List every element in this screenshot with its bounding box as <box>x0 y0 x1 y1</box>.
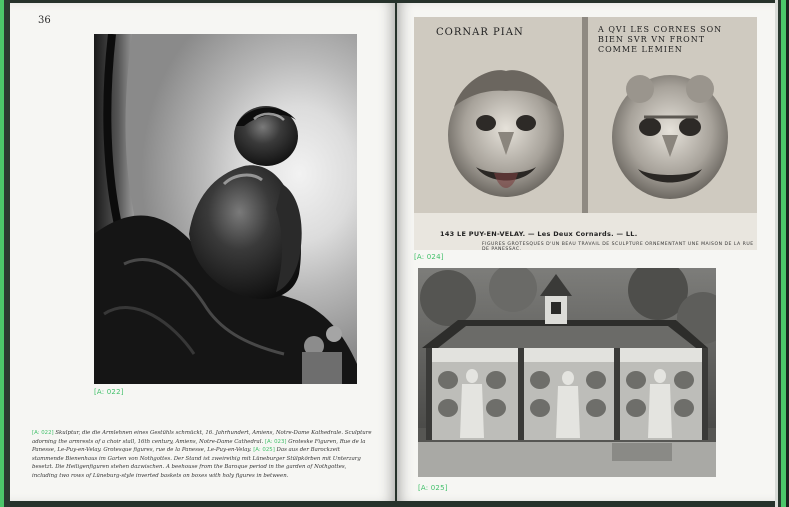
caption-text-023: Groteske Figuren, Rue de la Panesse, Le-Puy-en-Velay. Grotesque figures, rue de la Panesse, Le-Puy-en-Velay. <box>32 438 366 454</box>
beehouse-photo <box>418 268 716 477</box>
left-book-edge <box>0 0 10 507</box>
caption-ref-025: [A: 025] <box>253 447 275 454</box>
caption-block <box>32 429 372 481</box>
grotesque-heads-photo <box>414 17 757 250</box>
left-page <box>10 3 395 501</box>
beehouse-illustration <box>418 268 716 477</box>
page-number: 36 <box>38 15 51 26</box>
postcard-title: 143 LE PUY-EN-VELAY. — Les Deux Cornards. — LL. <box>440 230 638 238</box>
sign-right-line-3: COMME LEMIEN <box>598 45 683 54</box>
postcard-subtitle: FIGURES GROTESQUES D'UN BEAU TRAVAIL DE SCULPTURE ORNEMENTANT UNE MAISON DE LA RUE DE PANESSAC. <box>482 242 754 250</box>
caption-text-022: Skulptur, die die Armlehnen eines Gestühls schmückt, 16. Jahrhundert, Amiens, Notre-Dame Kathedrale. Sculpture adorning the armrests of a choir stall, 16th century, Amiens, Notre-Dame Cathedral. <box>32 430 372 445</box>
figure-label-022: [A: 022] <box>94 388 124 396</box>
sign-right-line-1: A QVI LES CORNES SON <box>598 25 723 34</box>
figure-label-024: [A: 024] <box>414 253 444 261</box>
right-book-edge <box>775 0 789 507</box>
figure-label-025: [A: 025] <box>418 484 448 492</box>
sign-right-text <box>598 25 722 55</box>
sign-left-text: CORNAR PIAN <box>436 27 524 38</box>
caption-ref-022: [A: 022] <box>32 430 54 436</box>
caption-text-025: Das aus der Barockzeit stammende Bienenhaus im Garten von Nothgottes. Der Stand ist zweireihig mit Lüneburger Stülpkörben mit Unterzarg besetzt. Die Heiligenfiguren stehen dazwischen. A beehouse from the Baroque period in the garden of Nothgottes, including two rows of Lüneburg-style inverted baskets on boxes with holy figures in between. <box>32 447 361 479</box>
bronze-figure-photo <box>94 34 357 384</box>
right-page <box>397 3 775 501</box>
sign-right-line-2: BIEN SVR VN FRONT <box>598 35 706 44</box>
bronze-figure-illustration <box>94 34 357 384</box>
caption-ref-023: [A: 023] <box>264 438 287 445</box>
